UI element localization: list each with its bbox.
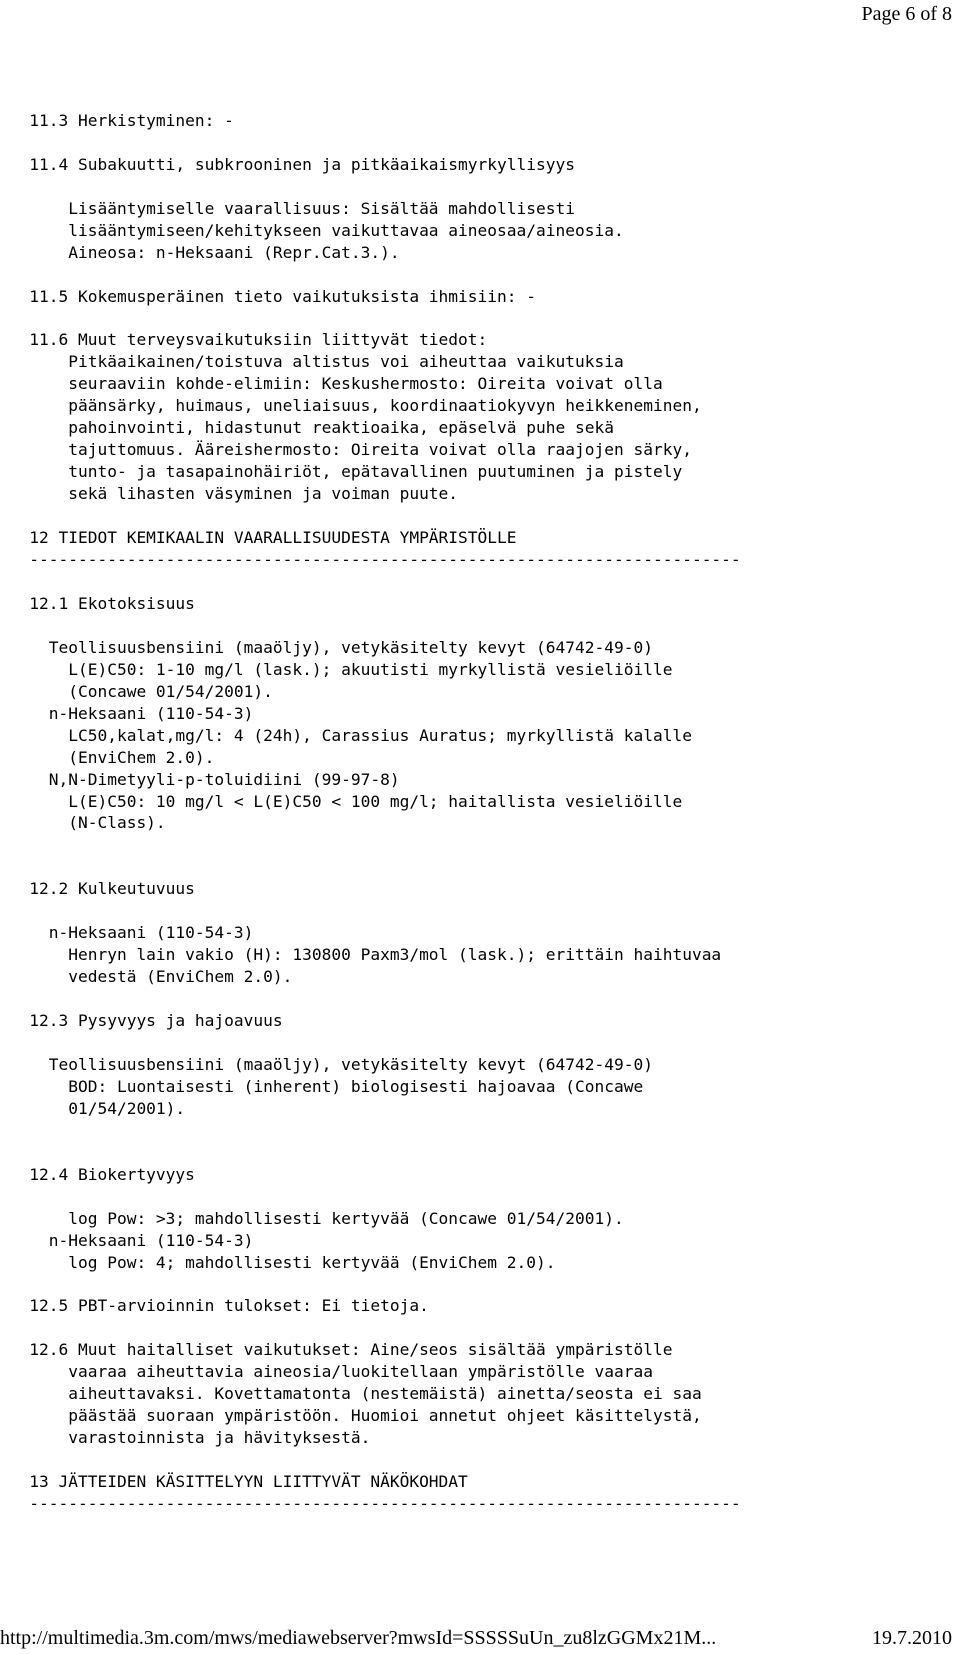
text-line: (N-Class). (0, 813, 166, 833)
text-line (0, 176, 960, 198)
footer-url[interactable]: http://multimedia.3m.com/mws/mediawebserver?mwsId=SSSSSuUn_zu8lzGGMx21M... (0, 1627, 717, 1649)
text-line (0, 988, 960, 1010)
text-line: 11.4 Subakuutti, subkrooninen ja pitkäaikaismyrkyllisyys (0, 154, 575, 174)
text-line: 12.1 Ekotoksisuus (0, 593, 195, 613)
text-line: Henryn lain vakio (H): 130800 Paxm3/mol (lask.); erittäin haihtuvaa (0, 945, 722, 965)
text-line: BOD: Luontaisesti (inherent) biologisesti hajoavaa (Concawe (0, 1076, 644, 1096)
text-line (0, 505, 960, 527)
text-line: Lisääntymiselle vaarallisuus: Sisältää mahdollisesti (0, 198, 575, 218)
text-line: LC50,kalat,mg/l: 4 (24h), Carassius Auratus; myrkyllistä kalalle (0, 725, 692, 745)
text-line (0, 900, 960, 922)
text-line (0, 88, 960, 110)
text-line: n-Heksaani (110-54-3) (0, 1230, 254, 1250)
text-line: ------------------------------------------------------------------------- (0, 1494, 741, 1513)
text-line: n-Heksaani (110-54-3) (0, 923, 254, 943)
text-line: (EnviChem 2.0). (0, 747, 215, 767)
text-line: vaaraa aiheuttavia aineosia/luokitellaan ympäristölle vaaraa (0, 1362, 653, 1382)
page-indicator: Page 6 of 8 (861, 3, 952, 25)
text-line: Teollisuusbensiini (maaöljy), vetykäsitelty kevyt (64742-49-0) (0, 1054, 653, 1074)
text-line: N,N-Dimetyyli-p-toluidiini (99-97-8) (0, 769, 400, 789)
text-line: Pitkäaikainen/toistuva altistus voi aiheuttaa vaikutuksia (0, 352, 624, 372)
text-line: tajuttomuus. Ääreishermosto: Oireita voivat olla raajojen särky, (0, 440, 692, 460)
text-line: 12.4 Biokertyvyys (0, 1164, 195, 1184)
text-line: L(E)C50: 10 mg/l < L(E)C50 < 100 mg/l; haitallista vesieliöille (0, 791, 683, 811)
footer-date: 19.7.2010 (872, 1627, 952, 1649)
text-line (0, 615, 960, 637)
text-line (0, 1273, 960, 1295)
text-line: pahoinvointi, hidastunut reaktioaika, epäselvä puhe sekä (0, 418, 614, 438)
text-line (0, 1032, 960, 1054)
text-line: L(E)C50: 1-10 mg/l (lask.); akuutisti myrkyllistä vesieliöille (0, 659, 673, 679)
text-line: aiheuttavaksi. Kovettamatonta (nestemäistä) ainetta/seosta ei saa (0, 1384, 702, 1404)
text-line (0, 1449, 960, 1471)
text-line: 12.2 Kulkeutuvuus (0, 879, 195, 899)
text-line: 11.5 Kokemusperäinen tieto vaikutuksista ihmisiin: - (0, 286, 537, 306)
text-line: tunto- ja tasapainohäiriöt, epätavallinen puutuminen ja pistely (0, 462, 683, 482)
text-line (0, 1317, 960, 1339)
text-line: (Concawe 01/54/2001). (0, 681, 273, 701)
text-line (0, 264, 960, 286)
text-line (0, 1120, 960, 1142)
text-line: Aineosa: n-Heksaani (Repr.Cat.3.). (0, 242, 400, 262)
text-line: sekä lihasten väsyminen ja voiman puute. (0, 484, 459, 504)
text-line (0, 1142, 960, 1164)
text-line (0, 856, 960, 878)
text-line: 12 TIEDOT KEMIKAALIN VAARALLISUUDESTA YMPÄRISTÖLLE (0, 528, 517, 548)
text-line: Teollisuusbensiini (maaöljy), vetykäsitelty kevyt (64742-49-0) (0, 637, 653, 657)
text-line: 12.3 Pysyvyys ja hajoavuus (0, 1011, 283, 1031)
text-line: ------------------------------------------------------------------------- (0, 550, 741, 570)
text-line (0, 571, 960, 593)
text-line: vedestä (EnviChem 2.0). (0, 967, 293, 987)
text-line: seuraaviin kohde-elimiin: Keskushermosto: Oireita voivat olla (0, 374, 663, 394)
text-line: 12.6 Muut haitalliset vaikutukset: Aine/seos sisältää ympäristölle (0, 1340, 673, 1360)
text-line: varastoinnista ja hävityksestä. (0, 1428, 371, 1448)
text-line: 11.6 Muut terveysvaikutuksiin liittyvät tiedot: (0, 330, 488, 350)
text-line (0, 1186, 960, 1208)
text-line: päästää suoraan ympäristöön. Huomioi annetut ohjeet käsittelystä, (0, 1406, 702, 1426)
text-line: log Pow: 4; mahdollisesti kertyvää (EnviChem 2.0). (0, 1252, 556, 1272)
text-line: 01/54/2001). (0, 1098, 186, 1118)
text-line: lisääntymiseen/kehitykseen vaikuttavaa aineosaa/aineosia. (0, 220, 624, 240)
text-line (0, 834, 960, 856)
text-line: log Pow: >3; mahdollisesti kertyvää (Concawe 01/54/2001). (0, 1208, 624, 1228)
text-line: päänsärky, huimaus, uneliaisuus, koordinaatiokyvyn heikkeneminen, (0, 396, 702, 416)
document-body (0, 88, 960, 1515)
text-line: 12.5 PBT-arvioinnin tulokset: Ei tietoja. (0, 1296, 429, 1316)
text-line: 13 JÄTTEIDEN KÄSITTELYYN LIITTYVÄT NÄKÖKOHDAT (0, 1472, 468, 1492)
text-line (0, 132, 960, 154)
text-line: n-Heksaani (110-54-3) (0, 703, 254, 723)
text-line: 11.3 Herkistyminen: - (0, 110, 234, 130)
text-line (0, 308, 960, 330)
